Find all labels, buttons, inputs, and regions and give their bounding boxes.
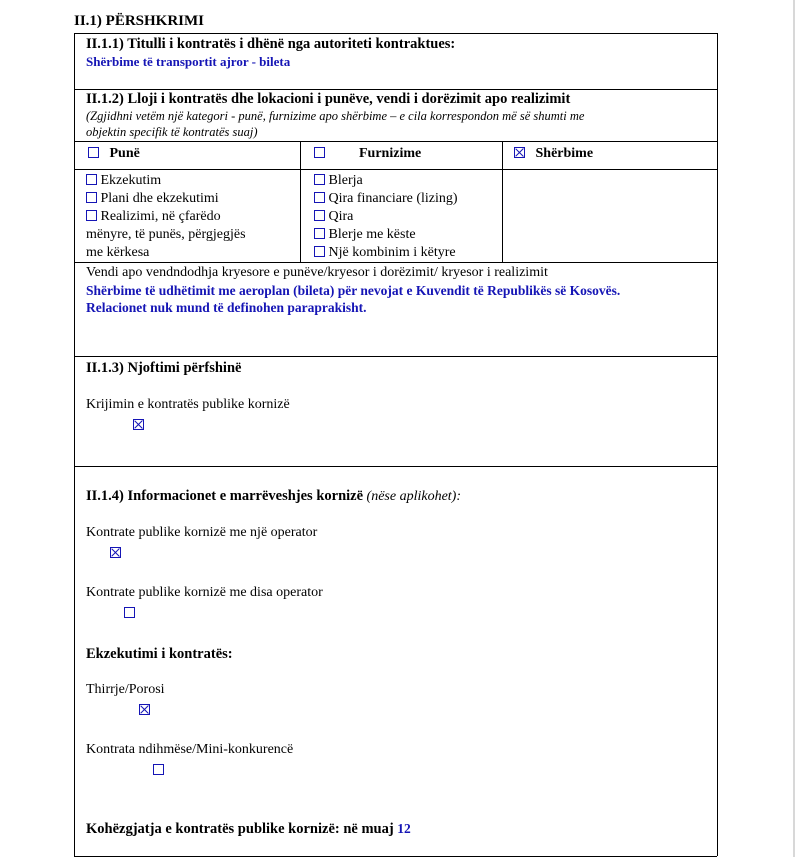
framework-info-heading: II.1.4) Informacionet e marrëveshjes kornizë (nëse aplikohet): [86,488,462,504]
category-works[interactable]: Punë [88,146,140,162]
works-option[interactable]: Plani dhe ekzekutimi [86,191,219,207]
mini-competition-label: Kontrata ndihmëse/Mini-konkurencë [86,742,294,757]
contract-title-label: II.1.1) Titulli i kontratës i dhënë nga autoriteti kontraktues: [86,36,456,52]
works-option-continued: mënyre, të punës, përgjegjës [86,227,246,242]
works-option-continued: me kërkesa [86,245,150,260]
checkbox[interactable] [86,192,97,203]
divider [74,169,717,170]
single-operator-label: Kontrate publike kornizë me një operator [86,525,318,540]
column-divider [300,141,301,262]
mini-competition-checkbox[interactable] [153,764,164,775]
duration-row [86,821,411,838]
checkbox-supplies[interactable] [314,147,325,158]
contract-type-note: (Zgjidhni vetëm një kategori - punë, furnizime apo shërbime – e cila korrespondon më së shumti me [86,109,585,123]
checkbox[interactable] [314,246,325,257]
divider [74,89,717,90]
divider [74,141,717,142]
table-border-left [74,33,75,856]
location-label: Vendi apo vendndodhja kryesore e punëve/kryesor i dorëzimit/ kryesor i realizimit [86,265,548,280]
call-order-label: Thirrje/Porosi [86,682,165,697]
section-title: II.1) PËRSHKRIMI [74,13,205,29]
table-border-top [74,33,717,34]
duration-value[interactable]: 12 [397,821,411,836]
divider [74,356,717,357]
execution-label: Ekzekutimi i kontratës: [86,646,233,662]
supply-option[interactable]: Qira [314,209,353,225]
supply-option[interactable]: Blerja [314,173,363,189]
contract-type-note: objektin specifik të kontratës suaj) [86,125,258,139]
call-order-checkbox-checked[interactable] [139,704,150,715]
supply-option[interactable]: Qira financiare (lizing) [314,191,458,207]
single-operator-checkbox-checked[interactable] [110,547,121,558]
supply-option[interactable]: Blerje me këste [314,227,416,243]
viewer-edge [793,0,795,857]
checkbox[interactable] [86,174,97,185]
contract-title-value: Shërbime të transportit ajror - bileta [86,54,291,69]
contract-type-label: II.1.2) Lloji i kontratës dhe lokacioni i punëve, vendi i dorëzimit apo realizimit [86,91,571,107]
framework-creation-checkbox-checked[interactable] [133,419,144,430]
multi-operator-label: Kontrate publike kornizë me disa operator [86,585,323,600]
column-divider [502,141,503,262]
supply-option[interactable]: Një kombinim i këtyre [314,245,456,261]
table-border-right [717,33,718,856]
checkbox[interactable] [86,210,97,221]
location-value: Relacionet nuk mund të definohen paraprakisht. [86,300,367,315]
category-supplies[interactable]: Furnizime [314,146,421,162]
divider [74,466,717,467]
multi-operator-checkbox[interactable] [124,607,135,618]
works-option[interactable]: Ekzekutim [86,173,161,189]
checkbox[interactable] [314,174,325,185]
location-value: Shërbime të udhëtimit me aeroplan (bileta) për nevojat e Kuvendit të Republikës së Kosovës. [86,283,621,298]
divider [74,262,717,263]
notice-includes-label: II.1.3) Njoftimi përfshinë [86,360,242,376]
checkbox-works[interactable] [88,147,99,158]
framework-creation-label: Krijimin e kontratës publike kornizë [86,397,290,412]
checkbox-services-checked[interactable] [514,147,525,158]
checkbox[interactable] [314,210,325,221]
checkbox[interactable] [314,192,325,203]
category-services[interactable]: Shërbime [514,146,593,162]
works-option[interactable]: Realizimi, në çfarëdo [86,209,221,225]
duration-label: Kohëzgjatja e kontratës publike kornizë: në muaj [86,821,394,837]
checkbox[interactable] [314,228,325,239]
